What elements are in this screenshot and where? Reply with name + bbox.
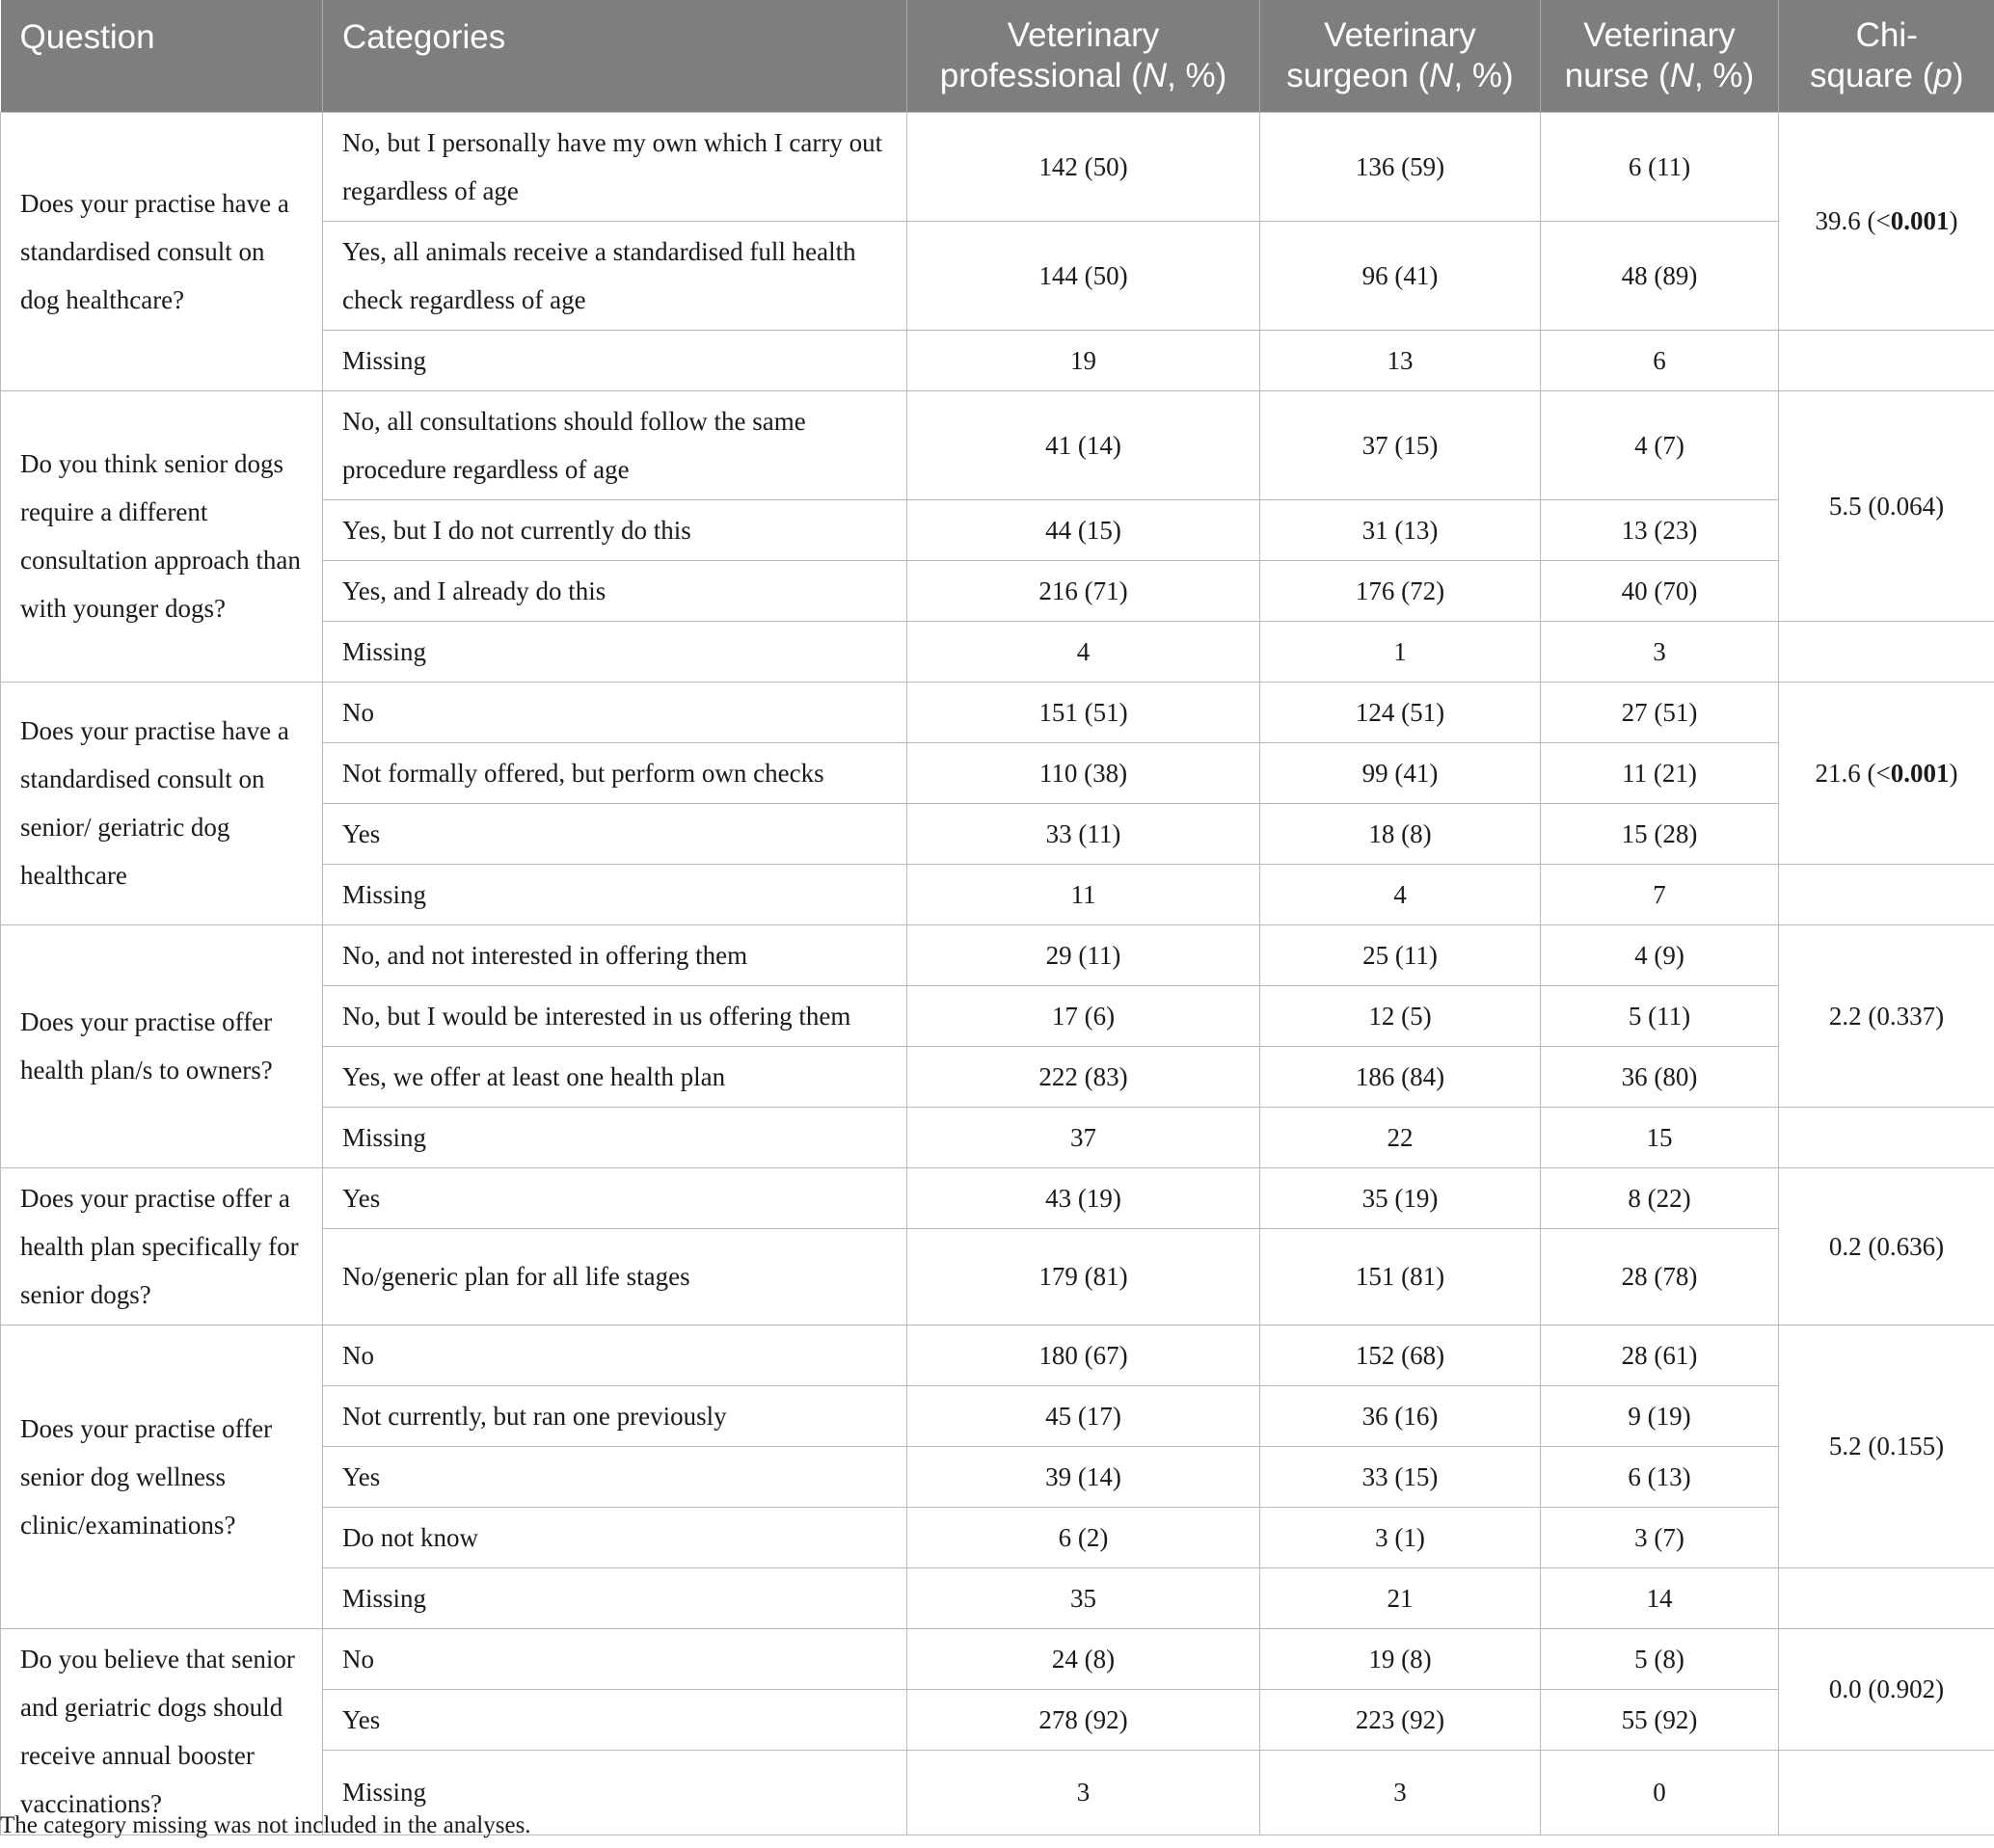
category-cell: Yes [323,803,907,864]
surgeon-cell: 21 [1260,1567,1541,1628]
nurse-cell: 15 (28) [1541,803,1779,864]
chi-square-empty-cell [1779,1750,1994,1835]
table-row [1,924,1994,985]
nurse-cell: 5 (11) [1541,985,1779,1046]
professional-cell: 4 [907,621,1260,682]
professional-cell: 110 (38) [907,742,1260,803]
nurse-cell: 36 (80) [1541,1046,1779,1107]
nurse-cell: 4 (9) [1541,924,1779,985]
category-cell: No [323,1325,907,1385]
surgeon-cell: 31 (13) [1260,499,1541,560]
surgeon-cell: 96 (41) [1260,221,1541,330]
professional-cell: 3 [907,1750,1260,1835]
professional-cell: 222 (83) [907,1046,1260,1107]
professional-cell: 151 (51) [907,682,1260,742]
nurse-cell: 48 (89) [1541,221,1779,330]
nurse-cell: 5 (8) [1541,1628,1779,1689]
surgeon-cell: 3 (1) [1260,1507,1541,1567]
professional-cell: 19 [907,330,1260,390]
header-question: Question [1,0,323,112]
category-cell: Missing [323,330,907,390]
table-row [1,1325,1994,1385]
surgeon-cell: 186 (84) [1260,1046,1541,1107]
professional-cell: 180 (67) [907,1325,1260,1385]
category-cell: Do not know [323,1507,907,1567]
question-cell: Does your practise offer health plan/s to owners? [1,924,323,1167]
nurse-cell: 15 [1541,1107,1779,1167]
category-cell: Missing [323,1750,907,1835]
professional-cell: 45 (17) [907,1385,1260,1446]
nurse-cell: 11 (21) [1541,742,1779,803]
chi-square-empty-cell [1779,621,1994,682]
category-cell: No, and not interested in offering them [323,924,907,985]
professional-cell: 11 [907,864,1260,924]
surgeon-cell: 99 (41) [1260,742,1541,803]
professional-cell: 41 (14) [907,390,1260,499]
header-vet-professional: Veterinary professional (N, %) [907,0,1260,112]
nurse-cell: 40 (70) [1541,560,1779,621]
chi-square-empty-cell [1779,1107,1994,1167]
category-cell: Missing [323,1107,907,1167]
professional-cell: 37 [907,1107,1260,1167]
surgeon-cell: 151 (81) [1260,1228,1541,1325]
table-row [1,112,1994,221]
category-cell: Yes, but I do not currently do this [323,499,907,560]
category-cell: Yes, and I already do this [323,560,907,621]
surgeon-cell: 19 (8) [1260,1628,1541,1689]
table-row [1,682,1994,742]
chi-square-cell: 5.5 (0.064) [1779,390,1994,621]
nurse-cell: 0 [1541,1750,1779,1835]
professional-cell: 17 (6) [907,985,1260,1046]
surgeon-cell: 22 [1260,1107,1541,1167]
professional-cell: 216 (71) [907,560,1260,621]
nurse-cell: 13 (23) [1541,499,1779,560]
nurse-cell: 3 (7) [1541,1507,1779,1567]
header-row [1,0,1994,112]
category-cell: Yes [323,1167,907,1228]
nurse-cell: 14 [1541,1567,1779,1628]
nurse-cell: 6 (13) [1541,1446,1779,1507]
professional-cell: 142 (50) [907,112,1260,221]
professional-cell: 44 (15) [907,499,1260,560]
chi-square-empty-cell [1779,330,1994,390]
table-footnote: The category missing was not included in the analyses. [0,1812,531,1838]
chi-square-cell: 39.6 (<0.001) [1779,112,1994,330]
category-cell: Missing [323,1567,907,1628]
professional-cell: 29 (11) [907,924,1260,985]
category-cell: Missing [323,864,907,924]
surgeon-cell: 1 [1260,621,1541,682]
nurse-cell: 3 [1541,621,1779,682]
header-vet-surgeon: Veterinary surgeon (N, %) [1260,0,1541,112]
header-chi-square: Chi- square (p) [1779,0,1994,112]
surgeon-cell: 223 (92) [1260,1689,1541,1750]
category-cell: Yes, we offer at least one health plan [323,1046,907,1107]
surgeon-cell: 136 (59) [1260,112,1541,221]
professional-cell: 43 (19) [907,1167,1260,1228]
question-cell: Do you think senior dogs require a different consultation approach than with younger dogs? [1,390,323,682]
question-cell: Does your practise have a standardised consult on dog healthcare? [1,112,323,390]
professional-cell: 33 (11) [907,803,1260,864]
nurse-cell: 4 (7) [1541,390,1779,499]
table-row [1,1167,1994,1228]
category-cell: Not currently, but ran one previously [323,1385,907,1446]
question-cell: Do you believe that senior and geriatric dogs should receive annual booster vaccinations? [1,1628,323,1835]
professional-cell: 278 (92) [907,1689,1260,1750]
surgeon-cell: 176 (72) [1260,560,1541,621]
nurse-cell: 55 (92) [1541,1689,1779,1750]
surgeon-cell: 33 (15) [1260,1446,1541,1507]
category-cell: Yes [323,1689,907,1750]
professional-cell: 24 (8) [907,1628,1260,1689]
surgeon-cell: 124 (51) [1260,682,1541,742]
professional-cell: 6 (2) [907,1507,1260,1567]
table-row [1,1628,1994,1689]
chi-square-empty-cell [1779,1567,1994,1628]
surgeon-cell: 36 (16) [1260,1385,1541,1446]
category-cell: Yes [323,1446,907,1507]
chi-square-cell: 21.6 (<0.001) [1779,682,1994,864]
question-cell: Does your practise offer a health plan specifically for senior dogs? [1,1167,323,1325]
professional-cell: 179 (81) [907,1228,1260,1325]
header-categories: Categories [323,0,907,112]
nurse-cell: 9 (19) [1541,1385,1779,1446]
header-vet-nurse: Veterinary nurse (N, %) [1541,0,1779,112]
professional-cell: 35 [907,1567,1260,1628]
surgeon-cell: 152 (68) [1260,1325,1541,1385]
category-cell: Not formally offered, but perform own checks [323,742,907,803]
nurse-cell: 27 (51) [1541,682,1779,742]
chi-square-cell: 2.2 (0.337) [1779,924,1994,1107]
surgeon-cell: 3 [1260,1750,1541,1835]
chi-square-cell: 0.0 (0.902) [1779,1628,1994,1750]
category-cell: No/generic plan for all life stages [323,1228,907,1325]
category-cell: Yes, all animals receive a standardised full health check regardless of age [323,221,907,330]
surgeon-cell: 12 (5) [1260,985,1541,1046]
category-cell: Missing [323,621,907,682]
professional-cell: 144 (50) [907,221,1260,330]
nurse-cell: 8 (22) [1541,1167,1779,1228]
chi-square-cell: 5.2 (0.155) [1779,1325,1994,1567]
nurse-cell: 28 (78) [1541,1228,1779,1325]
category-cell: No [323,682,907,742]
surgeon-cell: 18 (8) [1260,803,1541,864]
category-cell: No, but I personally have my own which I carry out regardless of age [323,112,907,221]
nurse-cell: 6 [1541,330,1779,390]
category-cell: No [323,1628,907,1689]
table-row [1,390,1994,499]
nurse-cell: 6 (11) [1541,112,1779,221]
chi-square-empty-cell [1779,864,1994,924]
chi-square-cell: 0.2 (0.636) [1779,1167,1994,1325]
surgeon-cell: 35 (19) [1260,1167,1541,1228]
surgeon-cell: 4 [1260,864,1541,924]
nurse-cell: 7 [1541,864,1779,924]
professional-cell: 39 (14) [907,1446,1260,1507]
surgeon-cell: 13 [1260,330,1541,390]
nurse-cell: 28 (61) [1541,1325,1779,1385]
category-cell: No, all consultations should follow the same procedure regardless of age [323,390,907,499]
question-cell: Does your practise offer senior dog wellness clinic/examinations? [1,1325,323,1628]
category-cell: No, but I would be interested in us offering them [323,985,907,1046]
surgeon-cell: 37 (15) [1260,390,1541,499]
surgeon-cell: 25 (11) [1260,924,1541,985]
question-cell: Does your practise have a standardised consult on senior/ geriatric dog healthcare [1,682,323,924]
